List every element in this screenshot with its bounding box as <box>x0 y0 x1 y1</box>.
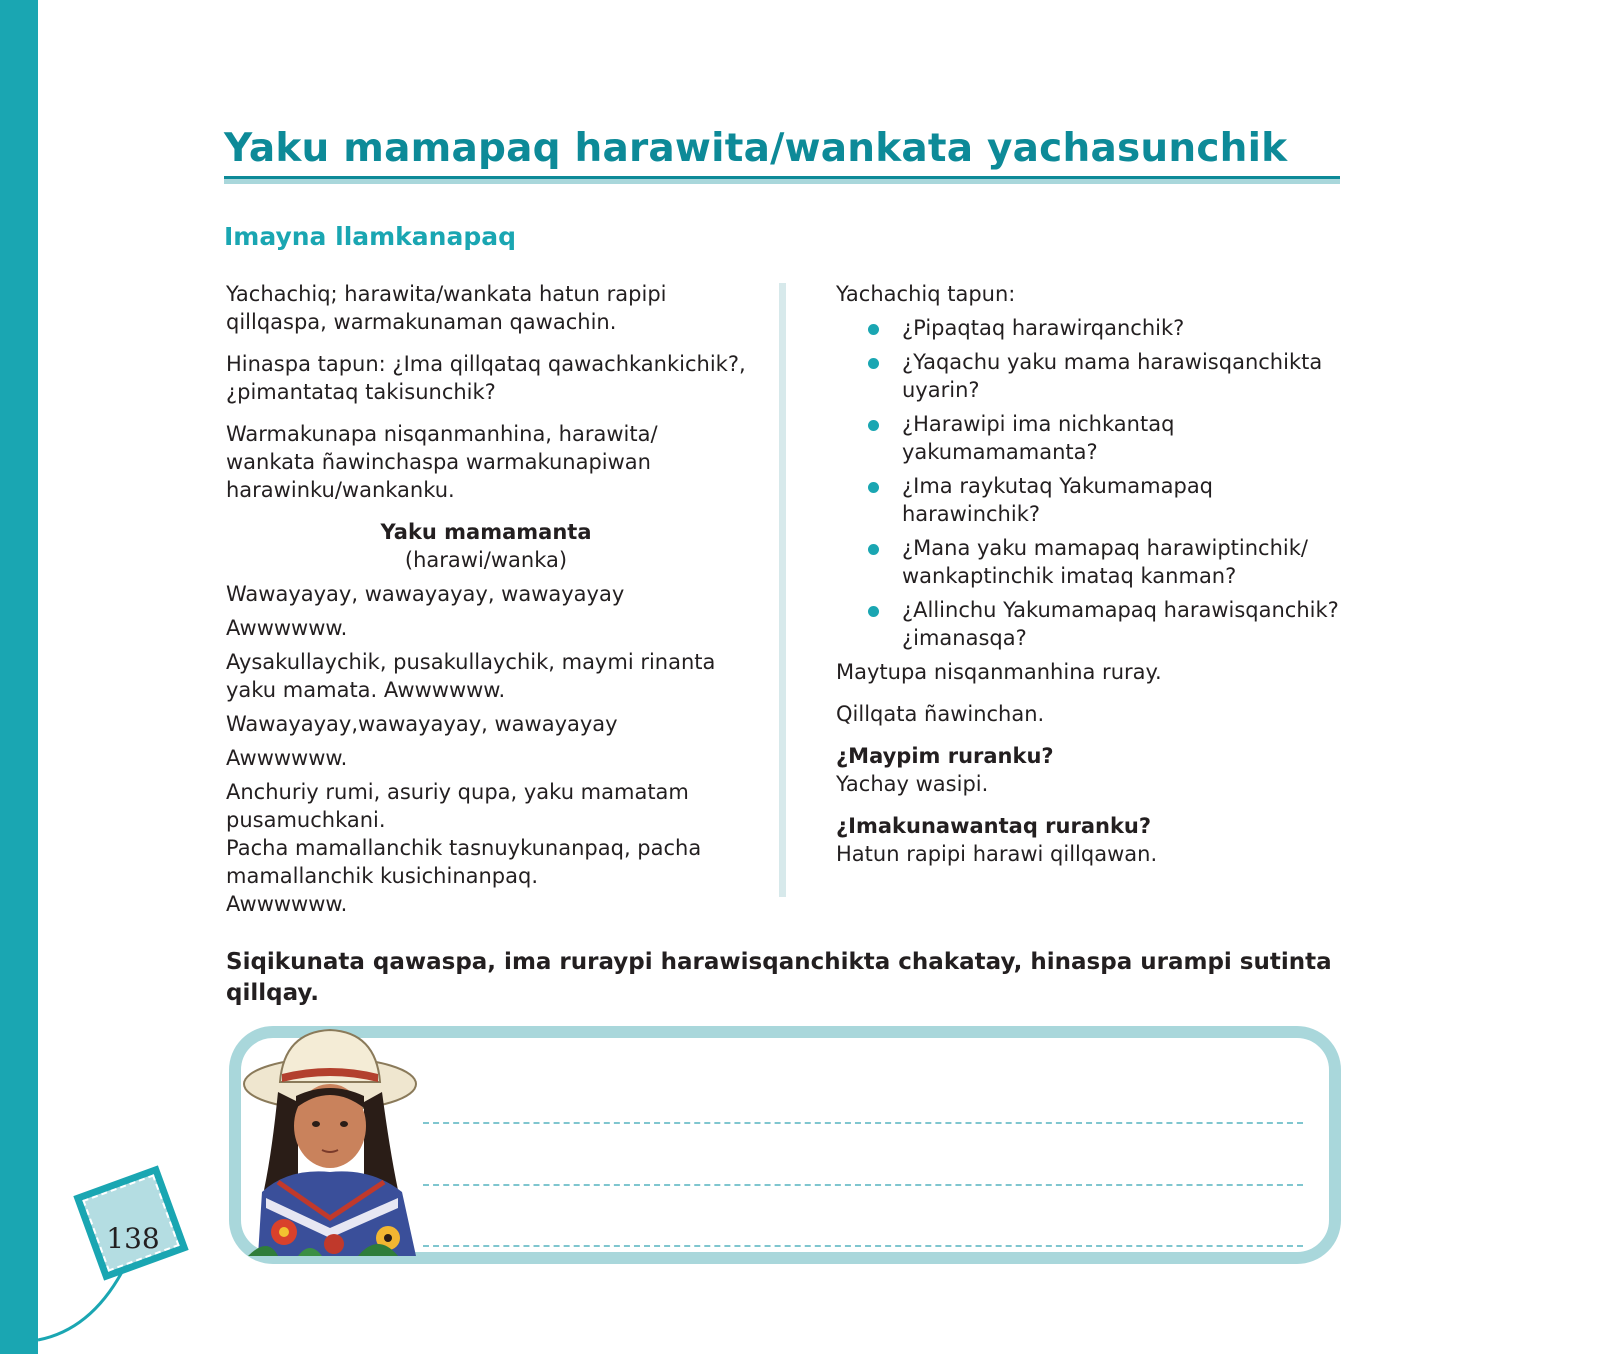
poem-line: Aysakullaychik, pusakullaychik, maymi rinanta yaku mamata. Awwwwww. <box>226 650 716 702</box>
list-item <box>836 472 1356 528</box>
question-heading-where: ¿Maypim ruranku? <box>836 744 1054 768</box>
writing-line-2[interactable] <box>423 1184 1303 1186</box>
poem-line: Awwwwww. <box>226 892 348 916</box>
writing-line-3[interactable] <box>423 1245 1303 1247</box>
bullet-icon <box>868 606 879 617</box>
paragraph-3: Warmakunapa nisqanmanhina, harawita/ wankata ñawinchaspa warmakunapiwan harawinku/wankanku. <box>226 422 658 502</box>
poem-line: Anchuriy rumi, asuriy qupa, yaku mamatam pusamuchkani. <box>226 780 689 832</box>
activity-instruction: Siqikunata qawaspa, ima ruraypi harawisqanchikta chakatay, hinaspa urampi sutinta qillqay. <box>226 949 1332 1006</box>
instruction-line-2: Qillqata ñawinchan. <box>836 702 1045 726</box>
page-number: 138 <box>106 1222 160 1255</box>
poem-line: Wawayayay,wawayayay, wawayayay <box>226 712 618 736</box>
answer-with-what: Hatun rapipi harawi qillqawan. <box>836 842 1158 866</box>
kite-string-decoration <box>0 1270 140 1354</box>
bullet-icon <box>868 544 879 555</box>
list-item <box>836 410 1356 466</box>
poem-title: Yaku mamamanta <box>380 520 592 544</box>
question-text: ¿Mana yaku mamapaq harawiptinchik/ wankaptinchik imataq kanman? <box>902 536 1308 588</box>
column-divider <box>779 283 786 897</box>
paragraph-1: Yachachiq; harawita/wankata hatun rapipi qillqaspa, warmakunaman qawachin. <box>226 282 667 334</box>
question-heading-with-what: ¿Imakunawantaq ruranku? <box>836 814 1152 838</box>
list-item <box>836 314 1356 342</box>
questions-intro: Yachachiq tapun: <box>836 282 1016 306</box>
page-title: Yaku mamapaq harawita/wankata yachasunchik <box>224 126 1288 171</box>
question-list <box>836 314 1356 652</box>
question-text: ¿Allinchu Yakumamapaq harawisqanchik? ¿imanasqa? <box>902 598 1339 650</box>
poem-subtitle: (harawi/wanka) <box>404 548 568 572</box>
question-text: ¿Harawipi ima nichkantaq yakumamamanta? <box>902 412 1175 464</box>
left-column <box>226 280 746 918</box>
left-margin-band <box>0 0 38 1354</box>
bullet-icon <box>868 482 879 493</box>
girl-illustration <box>238 1022 428 1256</box>
instruction-line-1: Maytupa nisqanmanhina ruray. <box>836 660 1162 684</box>
list-item <box>836 348 1356 404</box>
poem-line: Pacha mamallanchik tasnuykunanpaq, pacha mamallanchik kusichinanpaq. <box>226 836 702 888</box>
answer-where: Yachay wasipi. <box>836 772 989 796</box>
section-subtitle: Imayna llamkanapaq <box>224 222 517 251</box>
bullet-icon <box>868 324 879 335</box>
question-text: ¿Pipaqtaq harawirqanchik? <box>902 316 1185 340</box>
bullet-icon <box>868 358 879 369</box>
title-underline <box>224 176 1340 184</box>
list-item <box>836 596 1356 652</box>
question-text: ¿Yaqachu yaku mama harawisqanchikta uyarin? <box>902 350 1323 402</box>
poem-line: Awwwwww. <box>226 746 348 770</box>
list-item <box>836 534 1356 590</box>
writing-line-1[interactable] <box>423 1122 1303 1124</box>
poem-line: Awwwwww. <box>226 616 348 640</box>
poem-line: Wawayayay, wawayayay, wawayayay <box>226 582 625 606</box>
bullet-icon <box>868 420 879 431</box>
right-column <box>836 280 1356 868</box>
paragraph-2: Hinaspa tapun: ¿Ima qillqataq qawachkankichik?, ¿pimantataq takisunchik? <box>226 352 746 404</box>
question-text: ¿Ima raykutaq Yakumamapaq harawinchik? <box>902 474 1214 526</box>
